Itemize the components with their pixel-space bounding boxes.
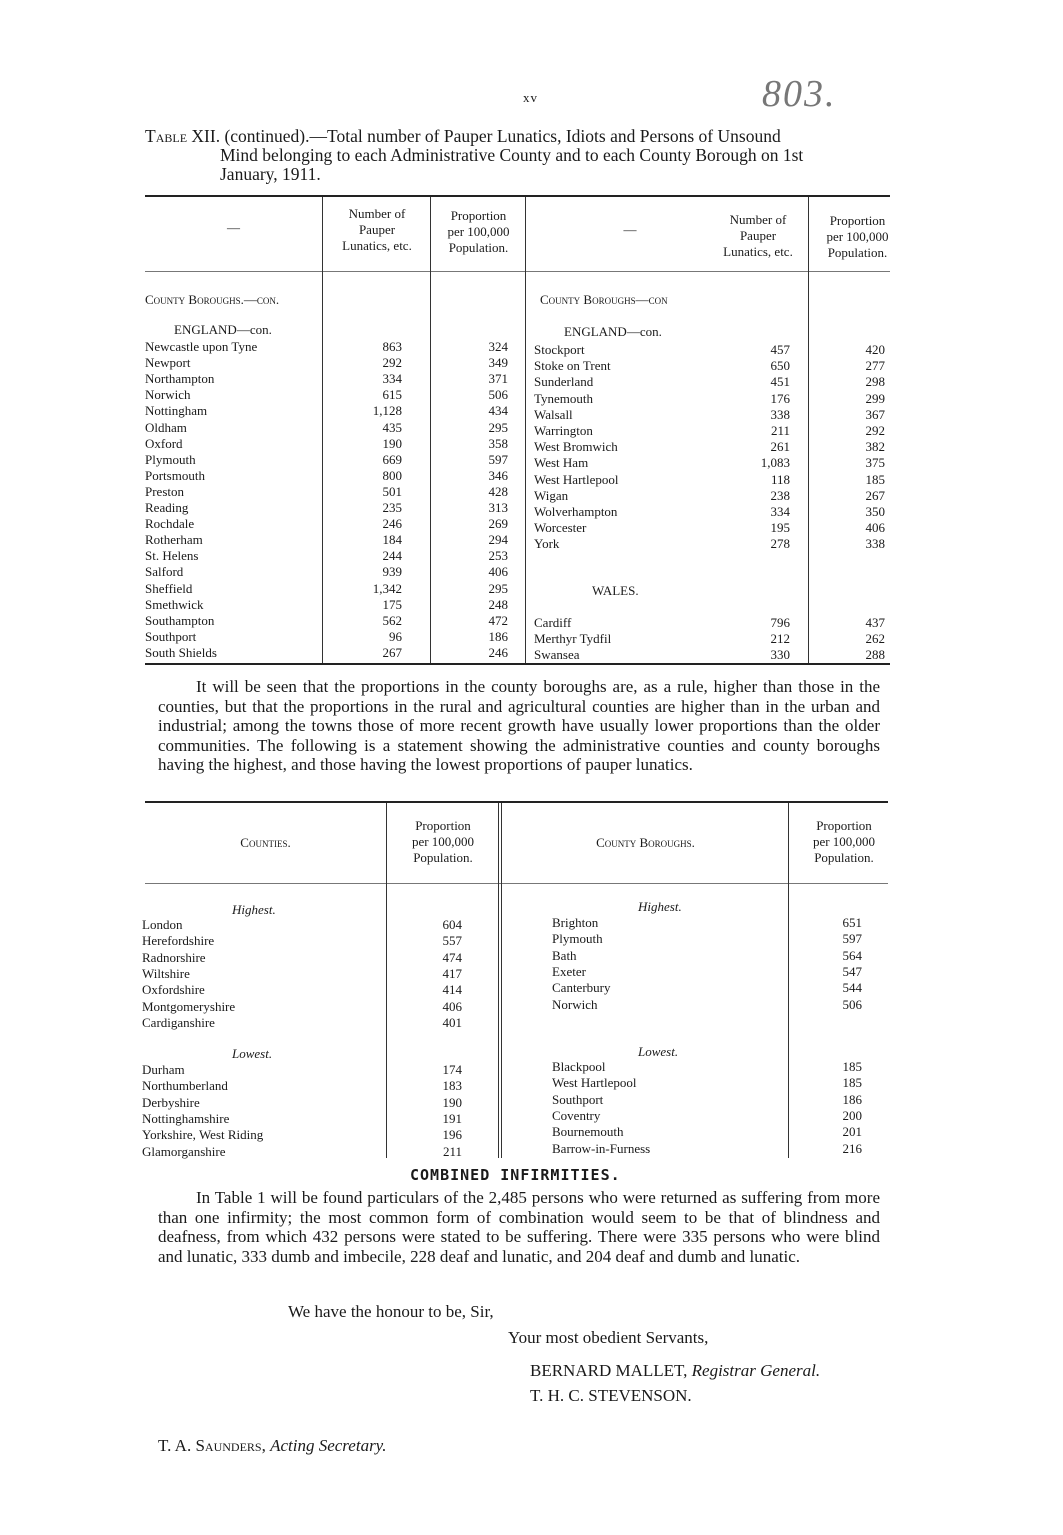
row-proportion: 216 [842,1140,862,1156]
row-proportion: 597 [842,931,862,947]
row-proportion: 420 [865,342,885,357]
caption-line-2: Mind belonging to each Administrative County and to each County Borough on 1st [220,145,804,165]
row-name: Coventry [552,1107,601,1123]
table1-header-rule [145,271,890,272]
row-proportion: 474 [442,949,462,965]
row-proportion: 298 [865,374,885,390]
closing-line-2: Your most obedient Servants, [508,1328,709,1347]
counties-highest-label: Highest. [232,902,276,917]
header-line: Proportion [415,818,471,833]
row-name: London [142,917,183,932]
row-count: 184 [382,532,402,548]
row-count: 235 [382,500,402,515]
row-proportion: 349 [488,355,508,371]
row-proportion: 191 [442,1110,462,1126]
header-line: Lunatics, etc. [723,244,793,259]
row-name: Oxford [145,435,183,451]
row-count: 457 [770,342,790,357]
header-line: Lunatics, etc. [342,238,412,253]
row-proportion: 186 [842,1091,862,1107]
row-name: Wigan [534,487,569,503]
row-count: 615 [382,387,402,403]
caption-label: Table [145,126,188,146]
boroughs-highest-label: Highest. [638,899,682,914]
row-name: Glamorganshire [142,1143,226,1159]
row-count: 800 [382,467,402,483]
row-count: 278 [770,536,790,552]
row-count: 238 [770,487,790,503]
paragraph-text: It will be seen that the proportions in the county boroughs are, as a rule, higher than those in the counties, but that the proportions in the rural and agricultural counties are higher than in the urban and industrial; among the towns those of more recent growth have usually lower proportions than the older communities. The following is a statement showing the administrative counties and county boroughs having the highest, and those having the lowest proportions of pauper lunatics. [158,677,880,774]
row-proportion: 211 [442,1143,462,1159]
row-name: Barrow-in-Furness [552,1140,651,1156]
header-line: Proportion [829,213,886,228]
row-proportion: 253 [488,548,508,564]
row-proportion: 604 [442,917,462,932]
row-name: South Shields [145,644,217,660]
row-name: Oxfordshire [142,982,205,998]
row-proportion: 547 [842,963,862,979]
row-name: Brighton [552,915,599,930]
header-line: Pauper [358,222,396,237]
row-count: 212 [770,631,790,647]
signature-name: BERNARD MALLET, [530,1361,688,1380]
handwritten-page-number: 803. [762,73,837,115]
table-caption [145,127,915,184]
table2-divider [501,803,502,1158]
row-name: Tynemouth [534,390,594,406]
header-line: Number of [729,212,787,227]
row-count: 650 [770,358,790,374]
table2-header-rule [145,883,888,884]
row-proportion: 371 [488,371,508,387]
row-proportion: 651 [842,915,862,930]
row-proportion: 417 [442,965,462,981]
row-name: Sunderland [534,374,594,390]
row-proportion: 472 [488,612,508,628]
row-count: 292 [382,355,402,371]
table2-divider [788,803,789,1158]
row-proportion: 185 [842,1059,862,1074]
row-name: Rochdale [145,516,195,532]
row-proportion: 338 [865,536,885,552]
header-line: per 100,000 [826,229,889,244]
row-count: 451 [770,374,790,390]
header-line: Proportion [816,818,872,833]
row-proportion: 437 [865,615,885,630]
row-count: 338 [770,406,790,422]
row-name: Southport [552,1091,604,1107]
row-name: Wolverhampton [534,504,618,519]
row-count: 334 [382,371,402,387]
row-count: 261 [770,439,790,455]
row-proportion: 346 [488,467,508,483]
table1-top-rule [145,195,890,197]
row-proportion: 190 [442,1094,462,1110]
row-proportion: 434 [488,403,508,419]
table2-top-rule [145,801,888,803]
row-name: Sheffield [145,580,193,596]
header-line: Population. [448,240,509,255]
row-name: Stockport [534,342,585,357]
row-count: 195 [770,520,790,536]
row-count: 863 [382,339,402,354]
signature-title: Registrar General. [691,1361,821,1380]
row-name: Southport [145,628,197,644]
row-proportion: 406 [488,564,508,580]
row-name: Nottingham [145,403,208,419]
row-count: 939 [382,564,402,580]
row-proportion: 294 [488,532,508,548]
combined-infirmities-paragraph [158,1188,880,1266]
header-line: Population. [814,850,874,865]
table1-right-subsection-label: ENGLAND—con. [564,324,662,339]
row-name: Bath [552,947,577,963]
table1-right-section-label: County Boroughs—con [540,292,668,307]
row-name: Southampton [145,612,215,628]
row-proportion: 358 [488,435,508,451]
row-name: Stoke on Trent [534,358,611,374]
row-proportion: 269 [488,516,508,532]
row-proportion: 506 [488,387,508,403]
table1-right-count-header [708,212,808,260]
row-proportion: 295 [488,580,508,596]
row-proportion: 183 [442,1078,462,1094]
wales-heading: WALES. [592,583,639,598]
row-name: Radnorshire [142,949,206,965]
secretary-title: Acting Secretary. [270,1436,387,1455]
row-proportion: 428 [488,483,508,499]
table2-right-prop-header [790,818,898,866]
row-proportion: 544 [842,980,862,996]
row-proportion: 196 [442,1127,462,1143]
table1-left-count-header [324,206,430,254]
table1-left-subsection-label: ENGLAND—con. [174,322,272,337]
row-name: Newport [145,355,191,371]
row-proportion: 414 [442,982,462,998]
row-count: 1,342 [372,580,402,596]
row-name: Warrington [534,423,593,438]
row-proportion: 174 [442,1062,462,1077]
row-proportion: 406 [865,520,885,536]
row-name: Montgomeryshire [142,998,236,1014]
row-name: Smethwick [145,596,204,612]
row-count: 562 [382,612,402,628]
row-name: Worcester [534,520,587,536]
row-name: Herefordshire [142,933,215,949]
header-line: Pauper [739,228,777,243]
table1-divider [322,197,323,663]
header-line: Population. [413,850,473,865]
secretary-signature [158,1436,387,1456]
row-count: 211 [770,423,790,438]
row-name: St. Helens [145,548,199,564]
row-name: Northumberland [142,1078,228,1094]
row-name: West Ham [534,455,589,471]
row-name: Norwich [552,996,598,1012]
row-name: Salford [145,564,184,580]
row-name: Canterbury [552,980,611,996]
table2-divider [386,803,387,1158]
closing-line-1: We have the honour to be, Sir, [288,1302,494,1321]
row-name: Rotherham [145,532,203,548]
row-proportion: 313 [488,500,508,515]
table1-divider [430,197,431,663]
row-name: Wiltshire [142,965,190,981]
row-proportion: 367 [865,406,885,422]
table1-divider [525,197,526,663]
row-name: Plymouth [552,931,603,947]
row-name: West Hartlepool [552,1075,637,1091]
row-proportion: 186 [488,628,508,644]
row-count: 435 [382,419,402,435]
row-proportion: 406 [442,998,462,1014]
row-proportion: 185 [842,1075,862,1091]
row-proportion: 277 [865,358,885,374]
row-name: Oldham [145,419,187,435]
header-line: Population. [827,245,888,260]
boroughs-lowest-label: Lowest. [638,1044,679,1059]
row-proportion: 201 [842,1124,862,1140]
row-proportion: 506 [842,996,862,1012]
row-proportion: 557 [442,933,462,949]
row-proportion: 597 [488,451,508,467]
table2-boroughs-header: County Boroughs. [596,835,695,850]
paragraph-proportions [158,677,880,775]
row-name: Preston [145,483,184,499]
row-proportion: 299 [865,390,885,406]
row-count: 501 [382,483,402,499]
row-proportion: 288 [865,647,885,663]
signature-1 [530,1361,820,1381]
row-name: Exeter [552,963,586,979]
row-proportion: 262 [865,631,885,647]
row-proportion: 200 [842,1107,862,1123]
table1-right-prop-header [810,213,905,261]
row-count: 175 [382,596,402,612]
row-name: Bournemouth [552,1124,624,1140]
row-name: Durham [142,1062,185,1077]
header-line: Proportion [450,208,507,223]
row-name: Cardiff [534,615,572,630]
row-proportion: 185 [865,471,885,487]
row-count: 669 [382,451,402,467]
row-name: Nottinghamshire [142,1110,230,1126]
signature-2: T. H. C. STEVENSON. [530,1386,692,1405]
header-line: per 100,000 [411,834,475,849]
header-line: per 100,000 [447,224,510,239]
row-count: 190 [382,435,402,451]
row-count: 334 [770,504,790,519]
row-name: Norwich [145,387,191,403]
header-line: per 100,000 [812,834,876,849]
row-name: Northampton [145,371,215,387]
row-proportion: 324 [488,339,508,354]
row-proportion: 375 [865,455,885,471]
table2-counties-header: Counties. [240,835,291,850]
row-name: Yorkshire, West Riding [142,1127,264,1143]
combined-infirmities-heading: COMBINED INFIRMITIES. [410,1166,621,1184]
table1-left-section-label: County Boroughs.—con. [145,292,280,307]
row-name: Derbyshire [142,1094,200,1110]
row-count: 330 [770,647,790,663]
paragraph-text: In Table 1 will be found particulars of the 2,485 persons who were returned as suffering from more than one infirmity; the most common form of combination would seem to be that of blindness and deafness, from which 432 persons were stated to be suffering. There were 335 persons who were blind and lunatic, 333 dumb and imbecile, 228 deaf and lunatic, and 204 deaf and dumb and lunatic. [158,1188,880,1266]
row-count: 118 [770,471,790,487]
row-name: Newcastle upon Tyne [145,339,258,354]
row-proportion: 295 [488,419,508,435]
row-count: 176 [770,390,790,406]
row-name: Portsmouth [145,467,205,483]
row-count: 796 [770,615,790,630]
row-name: Swansea [534,647,580,663]
row-count: 1,083 [760,455,790,471]
secretary-name: T. A. Saunders, [158,1436,266,1455]
row-proportion: 292 [865,423,885,438]
row-proportion: 246 [488,644,508,660]
row-count: 1,128 [372,403,402,419]
row-count: 267 [382,644,402,660]
header-line: Number of [348,206,406,221]
page-number: xv [523,90,538,105]
row-count: 246 [382,516,402,532]
row-proportion: 564 [842,947,862,963]
row-proportion: 267 [865,487,885,503]
row-count: 96 [389,628,402,644]
table2-left-prop-header [388,818,498,866]
caption-line-1: XII. (continued).—Total number of Pauper Lunatics, Idiots and Persons of Unsound [191,126,781,146]
row-name: West Bromwich [534,439,618,455]
table1-left-dash-header: — [227,220,240,235]
row-proportion: 248 [488,596,508,612]
row-name: Plymouth [145,451,196,467]
row-proportion: 350 [865,504,885,519]
row-name: West Hartlepool [534,471,619,487]
row-name: Walsall [534,406,573,422]
table1-right-dash-header: — [623,222,637,237]
table2-divider [498,803,499,1158]
counties-lowest-label: Lowest. [232,1046,273,1061]
table1-divider [808,197,809,663]
row-name: Blackpool [552,1059,606,1074]
row-name: Cardiganshire [142,1014,215,1030]
row-name: Reading [145,500,189,515]
row-name: York [534,536,560,552]
table1-left-prop-header [432,208,525,256]
caption-line-3: January, 1911. [220,164,321,184]
row-count: 244 [382,548,402,564]
row-proportion: 382 [865,439,885,455]
row-proportion: 401 [442,1014,462,1030]
row-name: Merthyr Tydfil [534,631,612,647]
